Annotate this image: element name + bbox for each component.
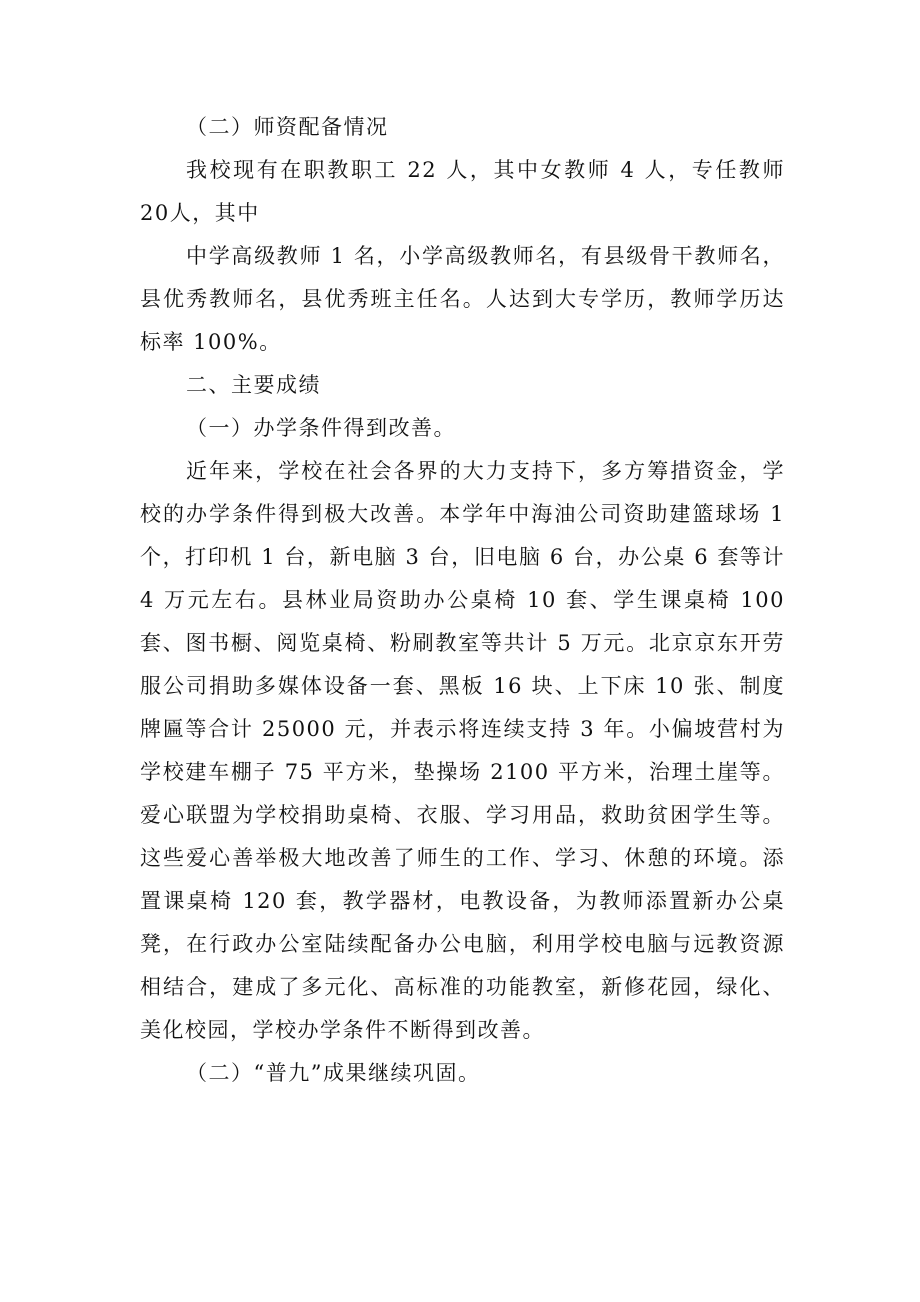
section-heading-achievements: 二、主要成绩 (186, 373, 321, 397)
paragraph-conditions: 近年来，学校在社会各界的大力支持下，多方筹措资金，学校的办学条件得到极大改善。本学年中海油公司资助建篮球场 1 个，打印机 1 台，新电脑 3 台，旧电脑 6 台，办公桌 6 套等计 4 万元左右。县林业局资助办公桌椅 10 套、学生课桌椅 100 套、图书橱、阅览桌椅、粉刷教室等共计 5 万元。北京京东开劳服公司捐助多媒体设备一套、黑板 16 块、上下床 10 张、制度牌匾等合计 25000 元，并表示将连续支持 3 年。小偏坡营村为学校建车棚子 75 平方米，垫操场 2100 平方米，治理土崖等。爱心联盟为学校捐助桌椅、衣服、学习用品，救助贫困学生等。这些爱心善举极大地改善了师生的工作、学习、休憩的环境。添置课桌椅 120 套，教学器材，电教设备，为教师添置新办公桌凳，在行政办公室陆续配备办公电脑，利用学校电脑与远教资源相结合，建成了多元化、高标准的功能教室，新修花园，绿化、美化校园，学校办学条件不断得到改善。 (140, 459, 785, 1042)
paragraph-teacher-titles: 中学高级教师 1 名，小学高级教师名，有县级骨干教师名，县优秀教师名，县优秀班主任名。人达到大专学历，教师学历达标率 100%。 (140, 244, 785, 354)
subsection-heading-puji: （二）“普九”成果继续巩固。 (186, 1061, 481, 1085)
document-body (140, 106, 785, 1095)
paragraph-staff-count: 我校现有在职教职工 22 人，其中女教师 4 人，专任教师20人，其中 (140, 158, 785, 225)
subsection-heading-conditions: （一）办学条件得到改善。 (186, 416, 456, 440)
section-heading-teachers: （二）师资配备情况 (186, 115, 389, 139)
